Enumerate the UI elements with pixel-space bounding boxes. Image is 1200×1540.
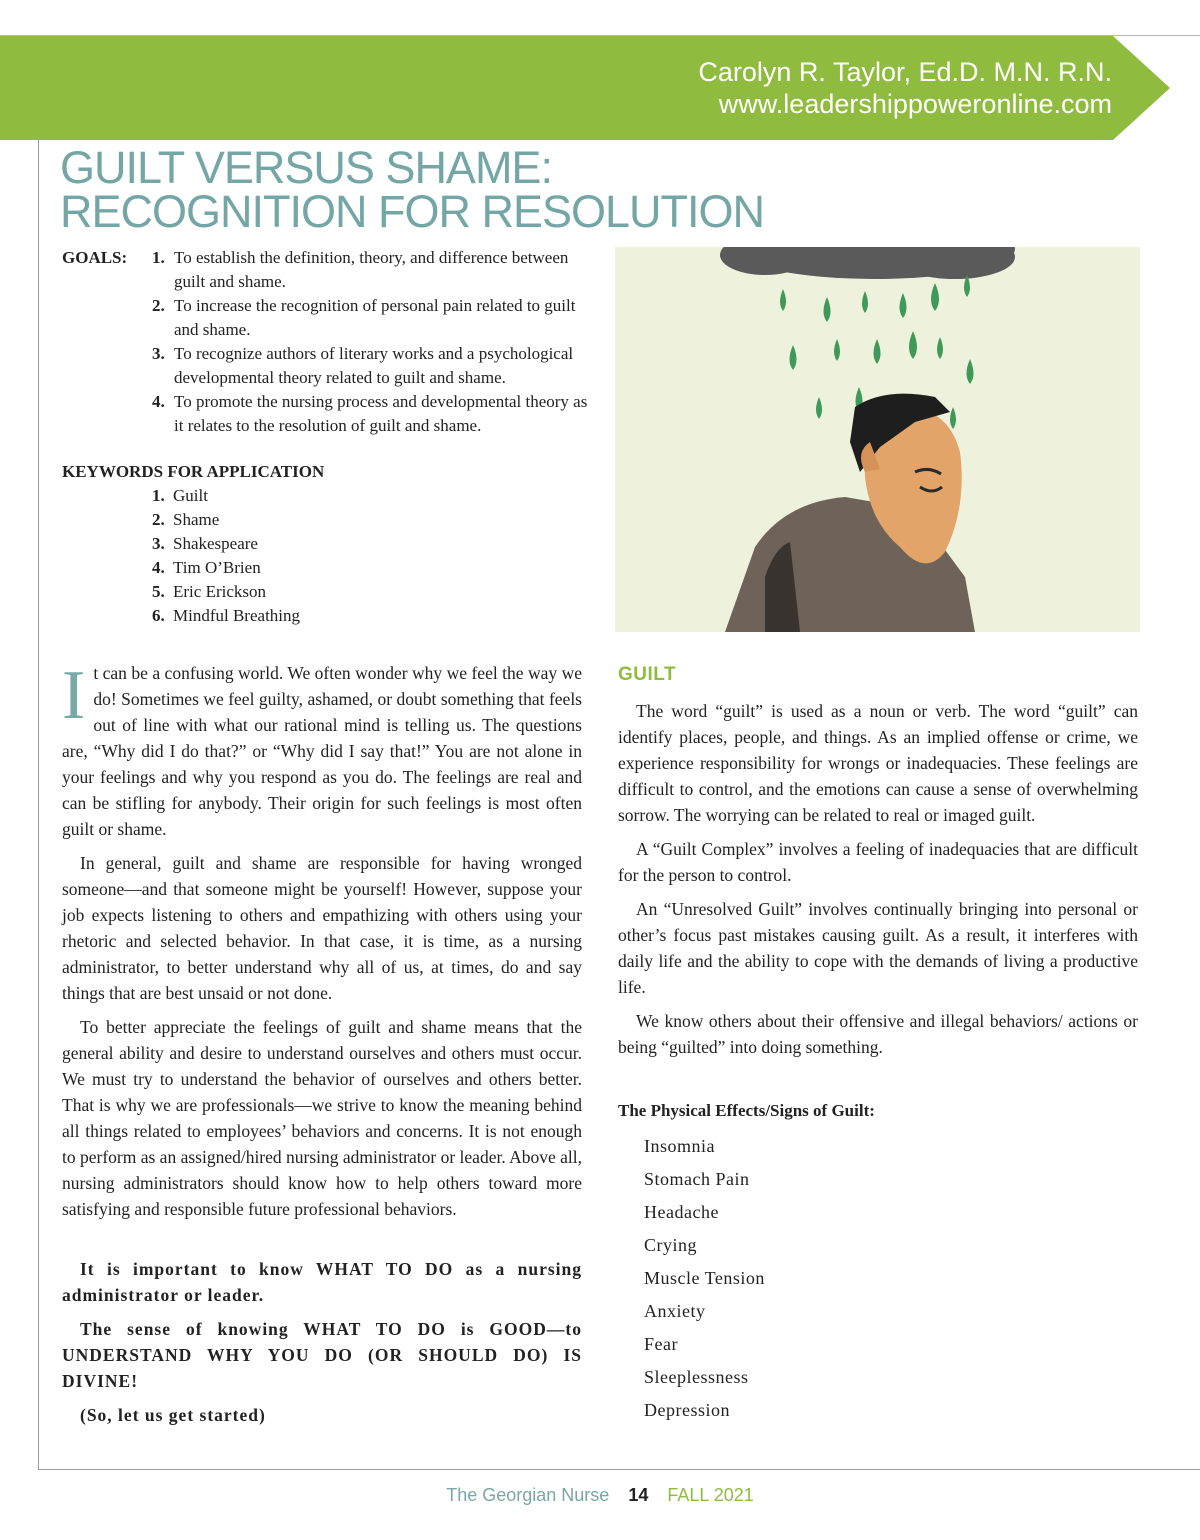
keyword-text: Tim O’Brien bbox=[173, 558, 261, 577]
list-item: Stomach Pain bbox=[644, 1169, 750, 1189]
intro-text: t can be a confusing world. We often wonder why we feel the way we do! Sometimes we feel guilty, ashamed, or doubt something that feels out of line with what our rational mind is telling us. The questions are, “Why did I do that?” or “Why did I say that!” You are not alone in your feelings and why you respond as you do. The feelings are real and can be stifling for anybody. Their origin for such feelings is most often guilt or shame. bbox=[62, 663, 582, 839]
author-name: Carolyn R. Taylor, Ed.D. M.N. R.N. bbox=[698, 57, 1112, 87]
goal-item bbox=[62, 294, 592, 342]
author-website[interactable]: www.leadershippoweronline.com bbox=[718, 89, 1112, 119]
goals-label: GOALS: bbox=[62, 248, 128, 267]
list-item: Depression bbox=[644, 1400, 730, 1420]
title-line-1: GUILT VERSUS SHAME: bbox=[60, 142, 552, 193]
goal-item bbox=[62, 342, 592, 390]
goals-section bbox=[62, 246, 592, 438]
article-title bbox=[60, 142, 765, 237]
closing-note: (So, let us get started) bbox=[80, 1405, 266, 1425]
keyword-item bbox=[62, 604, 324, 628]
keyword-number: 3. bbox=[152, 534, 165, 553]
keyword-number: 5. bbox=[152, 582, 165, 601]
keyword-number: 1. bbox=[152, 486, 165, 505]
goal-text: To establish the definition, theory, and difference between guilt and shame. bbox=[174, 248, 569, 291]
issue-season: FALL 2021 bbox=[667, 1485, 754, 1505]
intro-paragraph bbox=[62, 657, 582, 842]
left-rule bbox=[38, 140, 39, 1470]
guilt-heading: GUILT bbox=[618, 664, 677, 685]
body-paragraph: A “Guilt Complex” involves a feeling of inadequacies that are difficult for the person to control. bbox=[618, 839, 1138, 885]
left-column-body bbox=[62, 657, 583, 1436]
keyword-number: 4. bbox=[152, 558, 165, 577]
page-footer bbox=[0, 1485, 1200, 1506]
keyword-number: 6. bbox=[152, 606, 165, 625]
bottom-rule bbox=[38, 1469, 1200, 1470]
drop-cap: I bbox=[62, 657, 86, 734]
list-item: Fear bbox=[644, 1334, 678, 1354]
goal-item bbox=[62, 246, 592, 294]
keyword-item bbox=[62, 532, 324, 556]
keyword-item bbox=[62, 556, 324, 580]
body-paragraph: In general, guilt and shame are responsible for having wronged someone—and that someone might be yourself! However, suppose your job expects listening to others and empathizing with others using your rhetoric and selected behavior. In that case, it is time, as a nursing administrator, to better understand why all of us, at times, do and say things that are best unsaid or not done. bbox=[62, 853, 582, 1003]
goal-text: To increase the recognition of personal pain related to guilt and shame. bbox=[174, 296, 576, 339]
keywords-label: KEYWORDS FOR APPLICATION bbox=[62, 462, 325, 481]
keyword-item bbox=[62, 508, 324, 532]
goal-number: 3. bbox=[152, 344, 165, 363]
body-paragraph: The word “guilt” is used as a noun or verb. The word “guilt” can identify places, people, and things. As an implied offense or crime, we experience responsibility for wrongs or inadequacies. These feelings are difficult to control, and the emotions can cause a sense of overwhelming sorrow. The worrying can be related to real or imaged guilt. bbox=[618, 701, 1138, 825]
top-rule bbox=[0, 35, 1200, 36]
list-item: Sleeplessness bbox=[644, 1367, 749, 1387]
right-column-body bbox=[618, 660, 1138, 1427]
keyword-text: Guilt bbox=[173, 486, 208, 505]
emphasis-paragraph: The sense of knowing WHAT TO DO is GOOD—to UNDERSTAND WHY YOU DO (OR SHOULD DO) IS DIVINE! bbox=[62, 1319, 582, 1391]
keyword-text: Shakespeare bbox=[173, 534, 258, 553]
list-item: Crying bbox=[644, 1235, 698, 1255]
keyword-number: 2. bbox=[152, 510, 165, 529]
sad-man-rain-illustration bbox=[615, 247, 1140, 632]
goal-number: 4. bbox=[152, 392, 165, 411]
goal-number: 1. bbox=[152, 248, 165, 267]
keyword-item bbox=[62, 484, 324, 508]
rain-cloud-man-drawing bbox=[615, 247, 1140, 632]
list-item: Headache bbox=[644, 1202, 719, 1222]
goal-item bbox=[62, 390, 592, 438]
list-item: Anxiety bbox=[644, 1301, 706, 1321]
keyword-text: Eric Erickson bbox=[173, 582, 266, 601]
body-paragraph: To better appreciate the feelings of guilt and shame means that the general ability and desire to understand ourselves and others must occur. We must try to understand the behavior of ourselves and others better. That is why we are professionals—we strive to know the meaning behind all things related to employees’ behaviors and concerns. It is not enough to perform as an assigned/hired nursing administrator or leader. Above all, nursing administrators should know how to help others toward more satisfying and responsible future professional behaviors. bbox=[62, 1017, 583, 1219]
effects-heading: The Physical Effects/Signs of Guilt: bbox=[618, 1101, 875, 1120]
effects-list bbox=[618, 1130, 1138, 1427]
goal-text: To promote the nursing process and developmental theory as it relates to the resolution of guilt and shame. bbox=[174, 392, 588, 435]
keyword-text: Mindful Breathing bbox=[173, 606, 301, 625]
goal-text: To recognize authors of literary works and a psychological developmental theory related to guilt and shame. bbox=[174, 344, 574, 387]
body-paragraph: We know others about their offensive and illegal behaviors/ actions or being “guilted” into doing something. bbox=[618, 1011, 1138, 1057]
keywords-section bbox=[62, 460, 324, 628]
emphasis-paragraph: It is important to know WHAT TO DO as a nursing administrator or leader. bbox=[62, 1259, 582, 1305]
page-number: 14 bbox=[628, 1485, 649, 1505]
publication-name: The Georgian Nurse bbox=[446, 1485, 610, 1505]
list-item: Insomnia bbox=[644, 1136, 715, 1156]
title-line-2: RECOGNITION FOR RESOLUTION bbox=[60, 186, 765, 237]
keyword-text: Shame bbox=[173, 510, 220, 529]
author-block bbox=[698, 56, 1112, 120]
goal-number: 2. bbox=[152, 296, 165, 315]
keyword-item bbox=[62, 580, 324, 604]
body-paragraph: An “Unresolved Guilt” involves continually bringing into personal or other’s focus past mistakes causing guilt. As a result, it interferes with daily life and the ability to cope with the demands of living a productive life. bbox=[618, 899, 1138, 997]
list-item: Muscle Tension bbox=[644, 1268, 765, 1288]
